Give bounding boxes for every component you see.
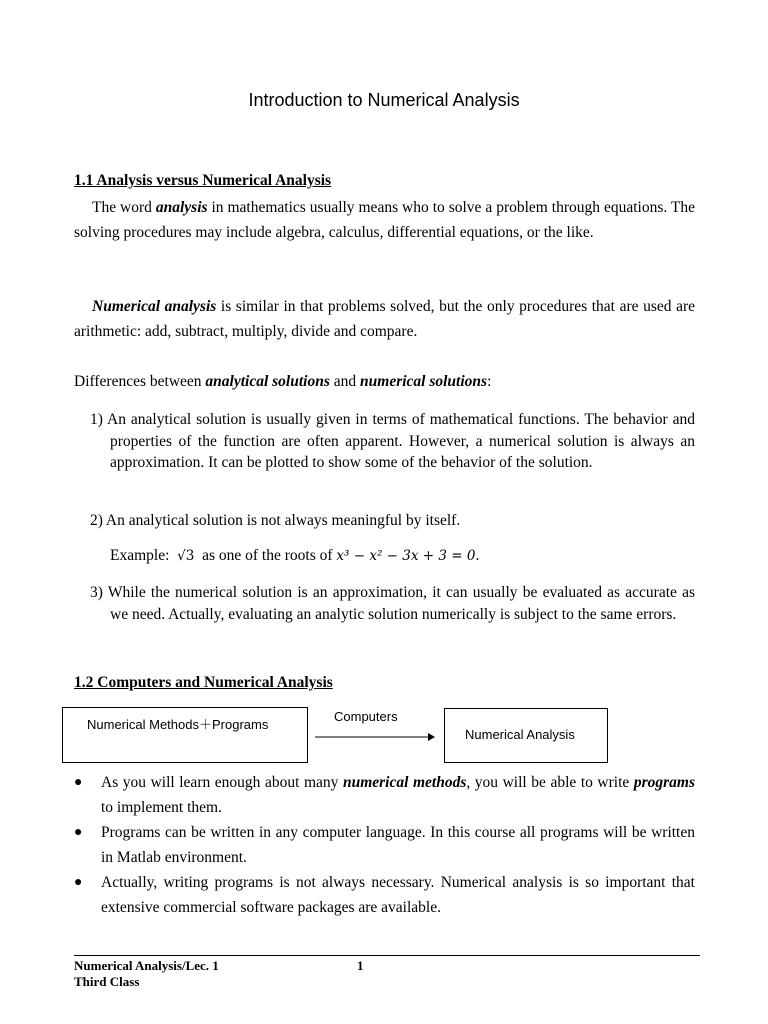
footer-course: Numerical Analysis/Lec. 1 bbox=[74, 958, 219, 973]
example-end: . bbox=[475, 547, 480, 564]
emphasis-numerical-analysis: Numerical analysis bbox=[92, 298, 217, 315]
emphasis-analytical-solutions: analytical solutions bbox=[205, 373, 330, 390]
equation: x³ − x² − 3x + 3 = 0 bbox=[336, 548, 476, 564]
list-item-2: 2) An analytical solution is not always meaningful by itself. bbox=[90, 512, 461, 529]
text: is similar in that problems solved, but the only procedures that are used are arithmetic: add, subtract, multiply, divide and compare. bbox=[74, 298, 695, 340]
section-heading-1-2: 1.2 Computers and Numerical Analysis bbox=[74, 674, 333, 691]
list-item-1: 1) An analytical solution is usually given in terms of mathematical functions. The behavior and properties of the function are often apparent. However, a numerical solution is always an approximation. It can be plotted to show some of the behavior of the solution. bbox=[90, 411, 695, 471]
emphasis-numerical-methods: numerical methods bbox=[342, 774, 467, 791]
paragraph-numerical-analysis bbox=[74, 294, 695, 344]
bullet-icon: ● bbox=[74, 825, 83, 840]
sqrt-three: √3 bbox=[177, 548, 195, 564]
text: in mathematics usually means who to solve a problem through equations. The solving procedures may include algebra, calculus, differential equations, or the like. bbox=[74, 199, 696, 241]
paragraph-analysis bbox=[74, 195, 695, 245]
numerical-methods-box bbox=[62, 707, 308, 763]
text: Differences between bbox=[74, 373, 206, 390]
list-item-3: 3) While the numerical solution is an approximation, it can usually be evaluated as accurate as we need. Actually, evaluating an analytic solution numerically is subject to the same errors. bbox=[90, 584, 695, 623]
example-line bbox=[110, 545, 479, 567]
text: and bbox=[329, 373, 361, 390]
text: The word bbox=[92, 199, 156, 216]
arrow-label: Computers bbox=[334, 709, 398, 724]
emphasis-programs: programs bbox=[633, 774, 695, 791]
numerical-analysis-label: Numerical Analysis bbox=[465, 727, 575, 742]
footer-class: Third Class bbox=[74, 974, 140, 989]
arrow-icon bbox=[314, 730, 436, 744]
example-text: as one of the roots of bbox=[202, 547, 333, 564]
text: to implement them. bbox=[101, 799, 222, 816]
text: , you will be able to write bbox=[466, 774, 634, 791]
page-title: Introduction to Numerical Analysis bbox=[248, 90, 520, 110]
paragraph-differences bbox=[74, 369, 695, 394]
bullet-icon: ● bbox=[74, 775, 83, 790]
emphasis-analysis: analysis bbox=[155, 199, 208, 216]
section-heading-1-1: 1.1 Analysis versus Numerical Analysis bbox=[74, 172, 332, 189]
bullet-item bbox=[74, 820, 695, 870]
text: : bbox=[487, 373, 492, 390]
bullet-list bbox=[74, 770, 695, 920]
bullet-item bbox=[74, 770, 695, 820]
footer-divider bbox=[74, 955, 700, 956]
footer-page-number: 1 bbox=[357, 958, 364, 973]
numerical-analysis-box bbox=[444, 708, 608, 763]
numerical-methods-label: Numerical Methods＋Programs bbox=[87, 717, 269, 732]
example-label: Example: bbox=[110, 547, 170, 564]
text: As you will learn enough about many bbox=[101, 774, 343, 791]
text: Programs can be written in any computer language. In this course all programs will be written in Matlab environment. bbox=[101, 824, 695, 866]
bullet-item bbox=[74, 870, 695, 920]
bullet-icon: ● bbox=[74, 875, 83, 890]
emphasis-numerical-solutions: numerical solutions bbox=[360, 373, 488, 390]
text: Actually, writing programs is not always necessary. Numerical analysis is so important that extensive commercial software packages are available. bbox=[101, 874, 695, 916]
